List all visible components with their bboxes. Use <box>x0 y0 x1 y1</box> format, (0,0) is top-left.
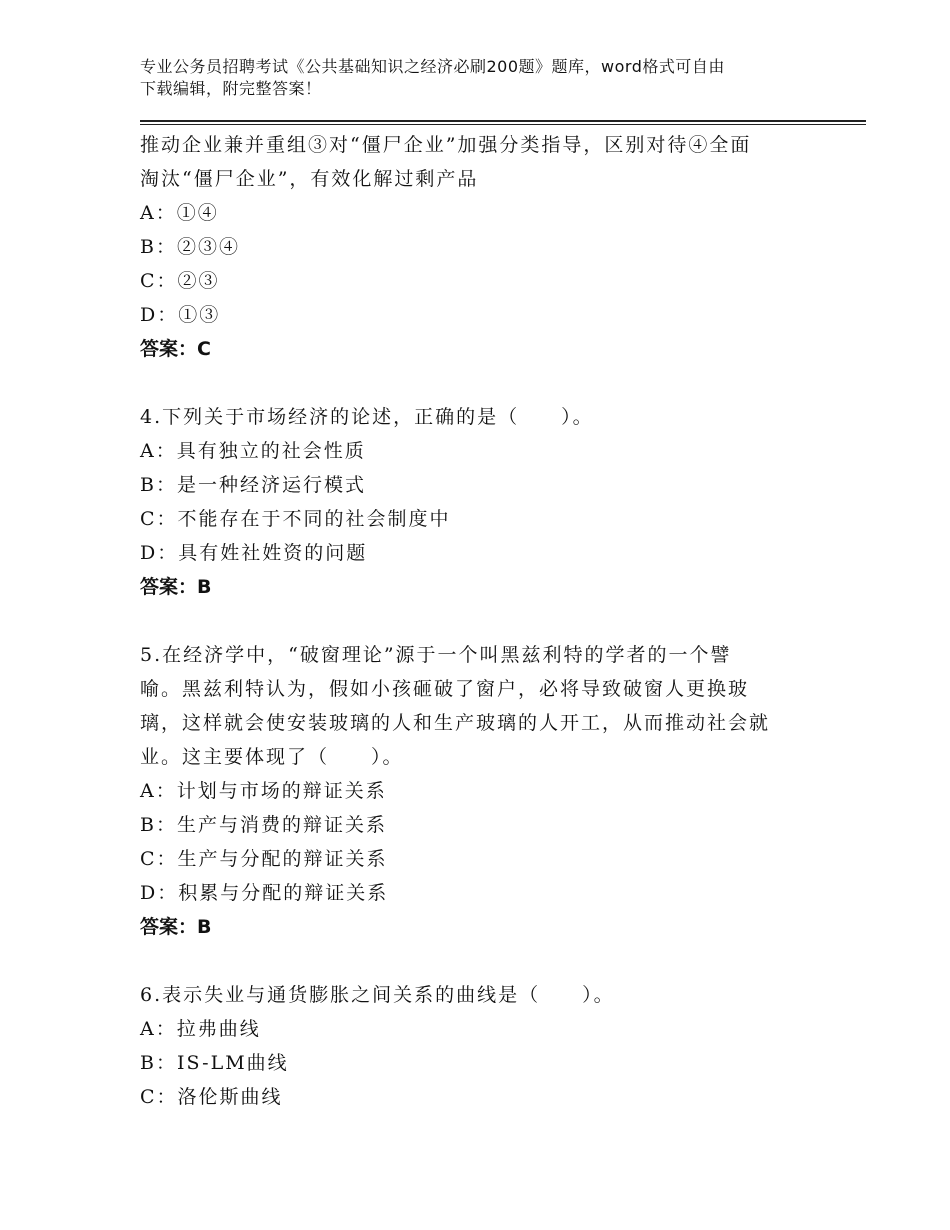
option-b: B：IS-LM曲线 <box>140 1052 289 1074</box>
option-c: C：生产与分配的辩证关系 <box>140 848 388 870</box>
answer-label: 答案：C <box>140 338 211 360</box>
option-a: A：具有独立的社会性质 <box>140 440 366 462</box>
question-5-stem: 5.在经济学中，“破窗理论”源于一个叫黑兹利特的学者的一个譬 <box>140 644 732 666</box>
answer-label: 答案：B <box>140 576 212 598</box>
question-content <box>140 128 820 1114</box>
question-4 <box>140 400 820 604</box>
question-3-stem-continuation: 淘汰“僵尸企业”，有效化解过剩产品 <box>140 168 479 190</box>
question-5 <box>140 638 820 944</box>
option-c: C：洛伦斯曲线 <box>140 1086 283 1108</box>
option-d: D：具有姓社姓资的问题 <box>140 542 368 564</box>
option-b: B：②③④ <box>140 236 240 258</box>
question-spacer <box>140 366 820 400</box>
question-5-stem: 喻。黑兹利特认为，假如小孩砸破了窗户，必将导致破窗人更换玻 <box>140 678 750 700</box>
option-b: B：是一种经济运行模式 <box>140 474 366 496</box>
question-spacer <box>140 944 820 978</box>
option-a: A：计划与市场的辩证关系 <box>140 780 387 802</box>
header-divider-thick <box>140 120 866 122</box>
option-d: D：①③ <box>140 304 221 326</box>
option-b: B：生产与消费的辩证关系 <box>140 814 387 836</box>
header-line-2: 下载编辑，附完整答案！ <box>140 79 322 98</box>
question-5-stem: 璃，这样就会使安装玻璃的人和生产玻璃的人开工，从而推动社会就 <box>140 712 771 734</box>
question-spacer <box>140 604 820 638</box>
question-5-stem: 业。这主要体现了（ ）。 <box>140 746 404 768</box>
question-6 <box>140 978 820 1114</box>
question-4-stem: 4.下列关于市场经济的论述，正确的是（ ）。 <box>140 406 594 428</box>
question-6-stem: 6.表示失业与通货膨胀之间关系的曲线是（ ）。 <box>140 984 615 1006</box>
question-3-stem-continuation: 推动企业兼并重组③对“僵尸企业”加强分类指导，区别对待④全面 <box>140 134 752 156</box>
question-3 <box>140 128 820 366</box>
header-divider-thin <box>140 124 866 125</box>
document-header <box>140 56 820 100</box>
answer-label: 答案：B <box>140 916 212 938</box>
option-a: A：①④ <box>140 202 219 224</box>
header-line-1: 专业公务员招聘考试《公共基础知识之经济必刷200题》题库，word格式可自由 <box>140 57 725 76</box>
option-a: A：拉弗曲线 <box>140 1018 261 1040</box>
option-c: C：不能存在于不同的社会制度中 <box>140 508 451 530</box>
option-c: C：②③ <box>140 270 220 292</box>
option-d: D：积累与分配的辩证关系 <box>140 882 389 904</box>
